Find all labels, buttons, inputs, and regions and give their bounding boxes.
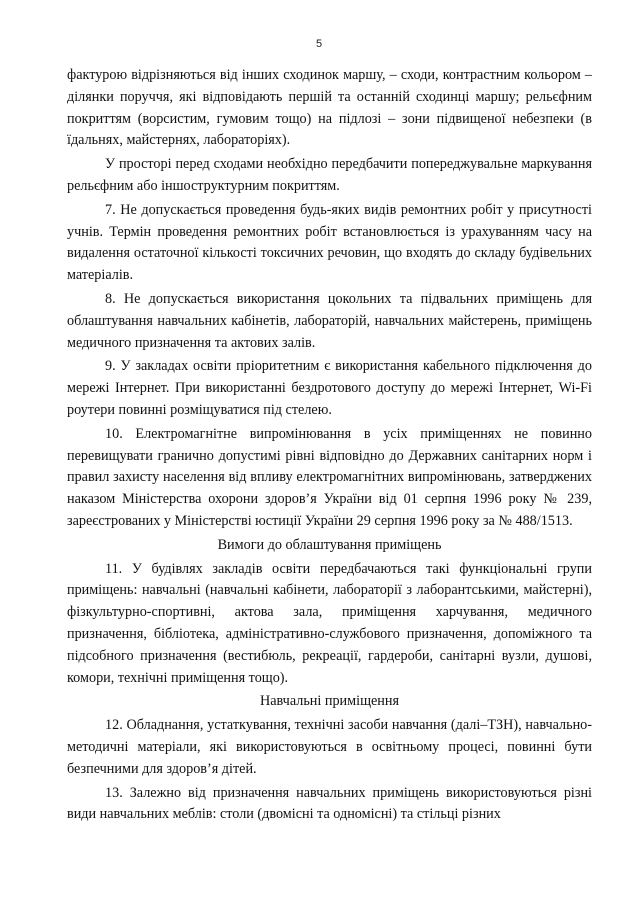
document-body: [67, 65, 592, 828]
paragraph-12: 12. Обладнання, устаткування, технічні засоби навчання (далі–ТЗН), навчально-методичні матеріали, які використовуються в освітньому процесі, повинні бути безпечними для здоров’я дітей.: [67, 717, 592, 777]
page-number: 5: [315, 38, 323, 50]
paragraph-13: 13. Залежно від призначення навчальних приміщень використовуються різні види навчальних меблів: столи (двомісні та одномісні) та стільці різних: [67, 784, 592, 823]
section-heading-classrooms: Навчальні приміщення: [259, 693, 400, 710]
paragraph-continuation: фактурою відрізняються від інших сходинок маршу, – сходи, контрастним кольором – ділянки поруччя, які відповідають першій та останній сходинці маршу; рельєфним покриттям (ворсистим, гумовим тощо) на підлозі – зони підвищеної небезпеки (в їдальнях, майстернях, лабораторіях).: [67, 67, 592, 149]
paragraph-9: 9. У закладах освіти пріоритетним є використання кабельного підключення до мережі Інтернет. При використанні бездротового доступу до мережі Інтернет, Wi-Fi роутери повинні розміщуватися під стелею.: [67, 358, 592, 418]
paragraph-10: 10. Електромагнітне випромінювання в усіх приміщеннях не повинно перевищувати гранично допустимі рівні відповідно до Державних санітарних норм і правил захисту населення від впливу електромагнітних випромінювань, затверджених наказом Міністерства охорони здоров’я України від 01 серпня 1996 року № 239, зареєстрованих у Міністерстві юстиції України 29 серпня 1996 року за № 488/1513.: [67, 425, 592, 529]
paragraph-7: 7. Не допускається проведення будь-яких видів ремонтних робіт у присутності учнів. Термін проведення ремонтних робіт встановлюється із урахуванням часу на видалення остаточної кількості токсичних речовин, що входять до складу будівельних матеріалів.: [67, 201, 592, 284]
paragraph-11: 11. У будівлях закладів освіти передбачаються такі функціональні групи приміщень: навчальні (навчальні кабінети, лабораторії з лаборантськими, майстерні), фізкультурно-спортивні, актова зала, приміщення харчування, медичного призначення, бібліотека, адміністративно-службового призначення, допоміжного та підсобного призначення (вестибюль, рекреації, гардероби, санітарні вузли, душові, комори, технічні приміщення тощо).: [67, 560, 592, 686]
paragraph-stairs-marking: У просторі перед сходами необхідно передбачити попереджувальне маркування рельєфним або іншоструктурним покриттям.: [67, 156, 592, 194]
section-heading-rooms: Вимоги до облаштування приміщень: [217, 536, 442, 553]
paragraph-8: 8. Не допускається використання цокольних та підвальних приміщень для облаштування навчальних кабінетів, лабораторій, навчальних майстерень, приміщень медичного призначення та актових залів.: [67, 290, 592, 351]
